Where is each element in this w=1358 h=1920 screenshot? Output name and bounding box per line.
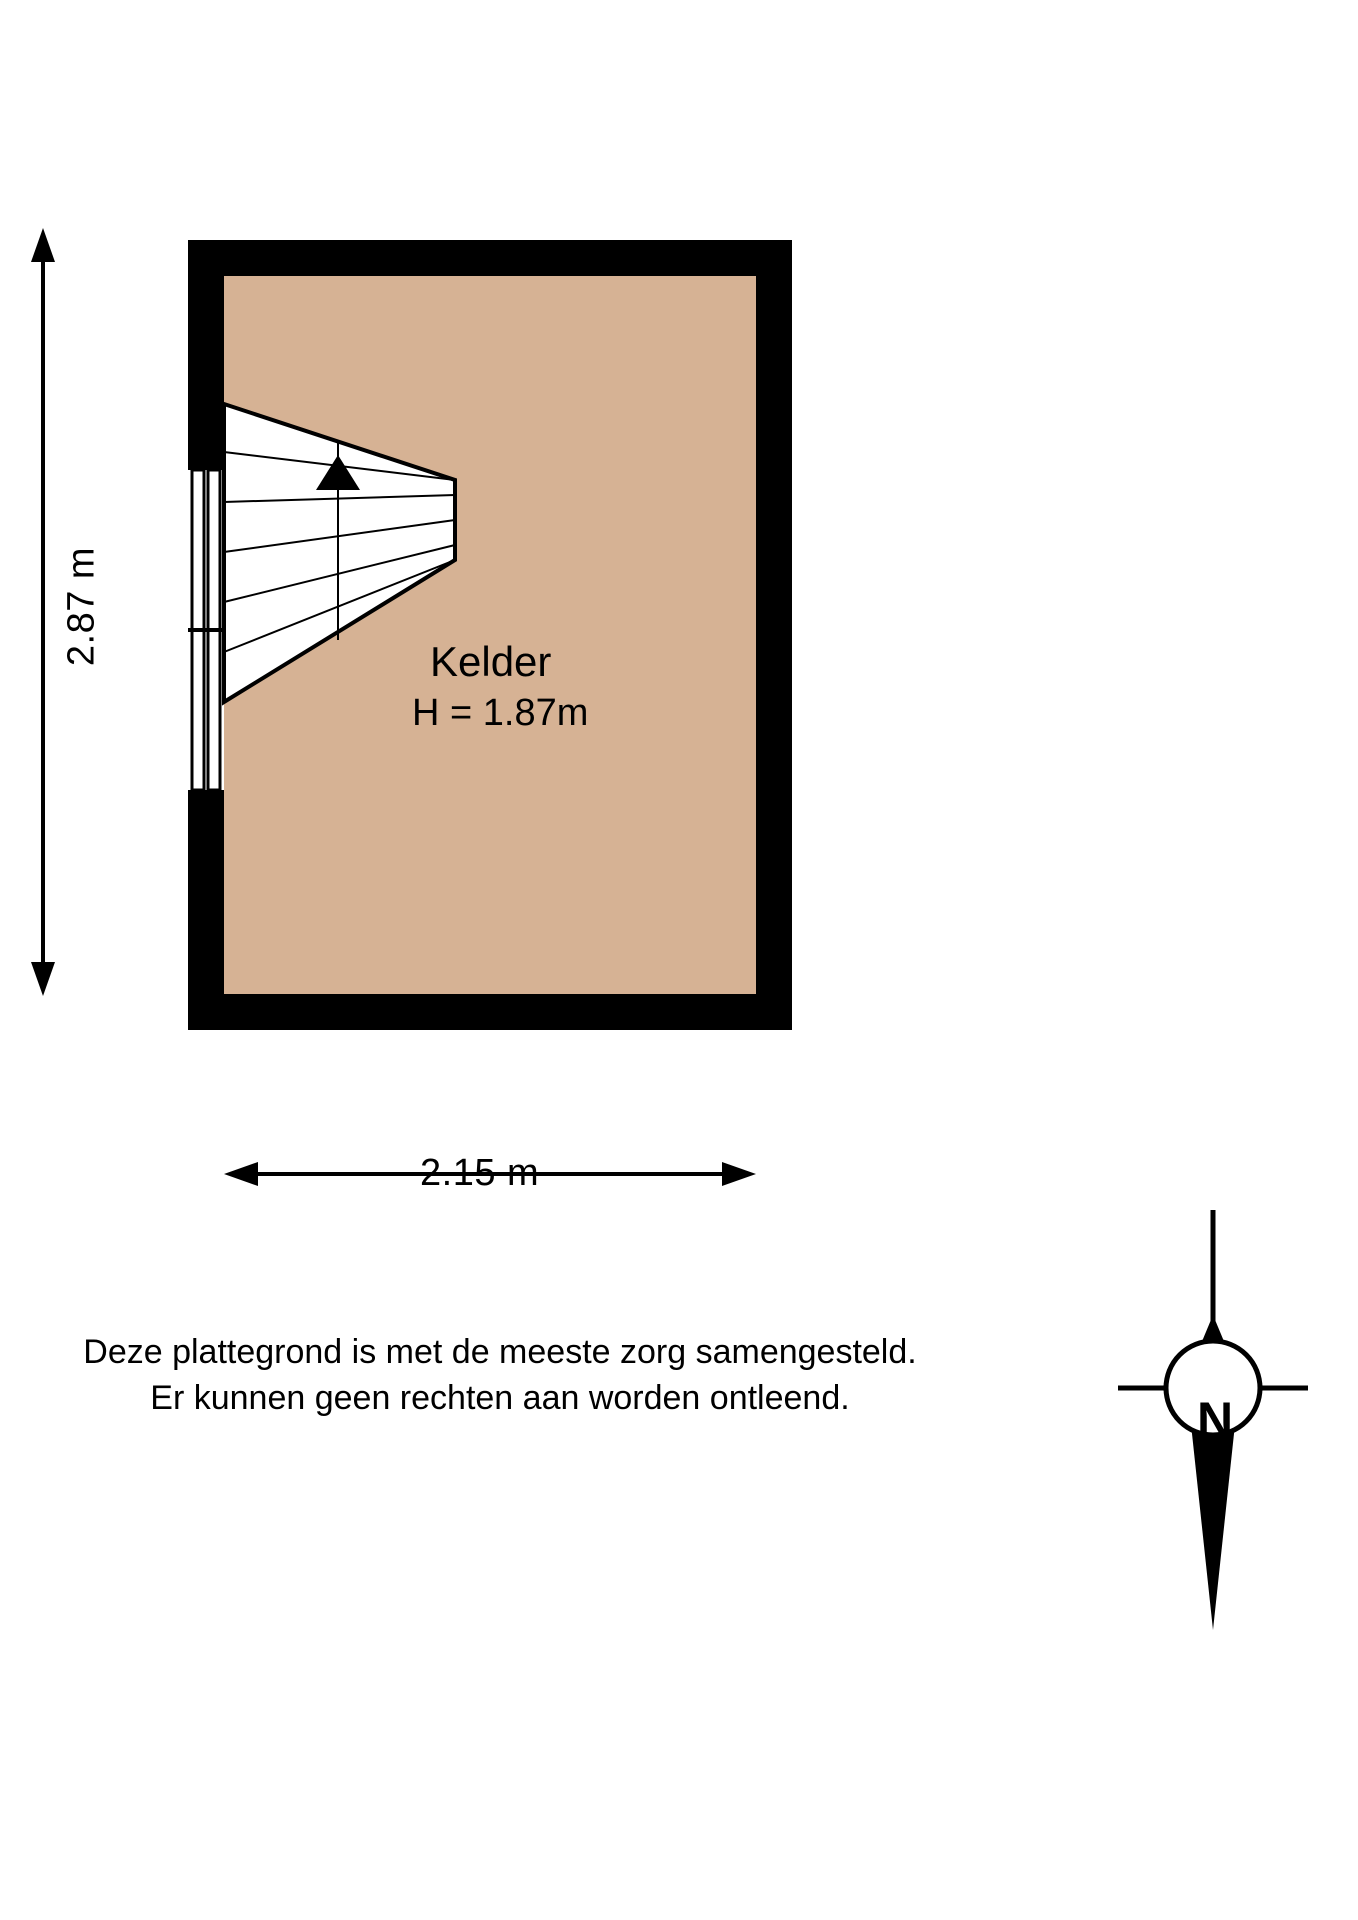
window-opening	[188, 470, 224, 790]
disclaimer-text	[20, 1330, 980, 1422]
dimension-label-vertical: 2.87 m	[60, 546, 103, 667]
room-label-name: Kelder	[430, 638, 552, 685]
compass-north-label: N	[1196, 1392, 1234, 1448]
dimension-label-horizontal: 2.15 m	[420, 1152, 540, 1194]
compass-rose	[1118, 1210, 1308, 1640]
dimension-arrow-vertical	[31, 228, 55, 996]
disclaimer-line-1: Deze plattegrond is met de meeste zorg samengesteld.	[83, 1333, 917, 1371]
room-label-height: H = 1.87m	[412, 692, 589, 734]
disclaimer-line-2: Er kunnen geen rechten aan worden ontleend.	[150, 1378, 850, 1417]
